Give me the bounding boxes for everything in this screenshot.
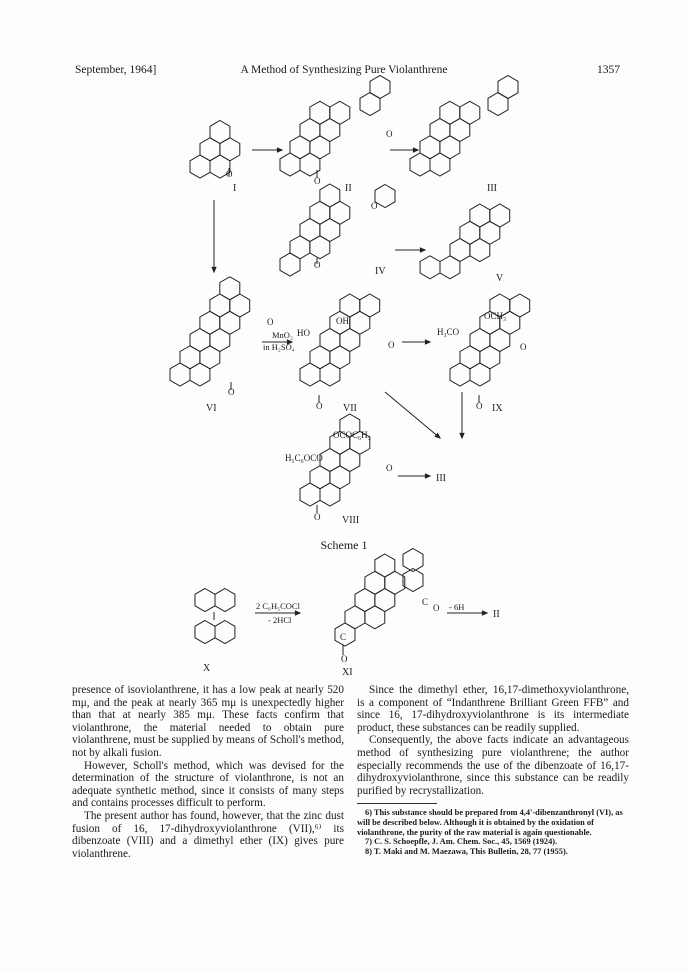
ring	[215, 621, 235, 644]
ring	[450, 363, 470, 386]
ring	[200, 346, 220, 369]
atom-oxygen: O	[520, 342, 527, 352]
running-head-date: September, 1964]	[75, 64, 157, 76]
scheme-caption: Scheme 1	[320, 538, 368, 552]
atom-oxygen: O	[476, 401, 483, 411]
atom-oxygen: O	[341, 654, 348, 664]
reagent-mno2: MnO₂	[272, 330, 293, 340]
label-compound-VIII: VIII	[342, 515, 360, 526]
label-compound-VII: VII	[343, 403, 357, 414]
ring	[310, 136, 330, 159]
ring	[488, 93, 508, 116]
molecular-structures	[170, 76, 530, 656]
arrow-line	[385, 392, 440, 438]
atom-oxygen: O	[316, 401, 323, 411]
ring	[460, 101, 480, 124]
ring	[320, 363, 340, 386]
label-compound-II: II	[345, 183, 352, 194]
ring	[385, 571, 405, 594]
ring	[195, 621, 215, 644]
label-compound-X: X	[203, 663, 211, 674]
footnote: 7) C. S. Schoepfle, J. Am. Chem. Soc., 45, 1569 (1924).	[365, 837, 558, 847]
ring	[430, 153, 450, 176]
footnotes	[357, 808, 629, 856]
ring	[365, 571, 385, 594]
ring	[195, 589, 215, 612]
arrow-head	[295, 611, 300, 615]
ring	[420, 136, 440, 159]
ring	[310, 346, 330, 369]
atom-oxygen: O	[386, 463, 393, 473]
ring	[310, 466, 330, 489]
label-compound-V: V	[496, 273, 504, 284]
atom-h3co: H₃CO	[437, 327, 460, 337]
paragraph: presence of isoviolanthrene, it has a low peak at nearly 520 mμ, and the peak at nearly 365 mμ is unexpectedly higher than that at nearly 385 mμ. These facts confirm that violanthrone, the material needed to obtain pure violanthrene, must be supplied by means of Scholl's method, not by alkali fusion.	[72, 684, 344, 759]
ring	[330, 101, 350, 124]
atom-oxygen: O	[267, 317, 274, 327]
reagent-minus-hcl: - 2HCl	[268, 615, 292, 625]
footnote-rule	[357, 803, 437, 804]
ring	[330, 466, 350, 489]
ring	[190, 363, 210, 386]
ring	[420, 256, 440, 279]
ring	[470, 363, 490, 386]
ring	[460, 221, 480, 244]
ring	[310, 101, 330, 124]
ring	[350, 311, 370, 334]
atom-ho: HO	[297, 328, 310, 338]
ring	[360, 93, 380, 116]
atom-oxygen: O	[228, 387, 235, 397]
running-head-title: A Method of Synthesizing Pure Violanthrene	[240, 64, 448, 76]
atom-oxygen: O	[314, 512, 321, 522]
ring	[330, 201, 350, 224]
paragraph: However, Scholl's method, which was devised for the determination of the structure of violanthrone, is not an adequate synthetic method, since it consists of many steps and contains processes difficult to perform.	[72, 759, 344, 810]
ring	[290, 136, 310, 159]
footnote: 8) T. Maki and M. Maezawa, This Bulletin, 28, 77 (1955).	[365, 846, 568, 856]
atom-oxygen: O	[371, 201, 378, 211]
ring	[290, 236, 310, 259]
atom-ocoC6H5: OCOC₆H₅	[333, 430, 371, 440]
arrow-head	[482, 611, 487, 615]
paragraph: Since the dimethyl ether, 16,17-dimethoxyviolanthrone, is a component of “Indanthrene Brilliant Green FFB” and since 16, 17-dihydroxyviolanthrone is its intermediate product, these substances can be readily supplied.	[357, 684, 629, 734]
atom-oxygen: O	[314, 260, 321, 270]
page-number: 1357	[597, 64, 620, 76]
label-compound-VI: VI	[206, 403, 217, 414]
label-product-II: II	[493, 609, 500, 620]
ring	[320, 483, 340, 506]
arrow-head	[425, 340, 430, 344]
paragraph: Consequently, the above facts indicate an advantageous method of synthesizing pure violanthrene; the author especially recommends the use of the dibenzoate of 16,17-dihydroxyviolanthrone, since this substance can be readily purified by recrystallization.	[357, 734, 629, 797]
label-compound-IV: IV	[375, 266, 386, 277]
paragraph: The present author has found, however, that the zinc dust fusion of 16, 17-dihydroxyviolanthrone (VII),⁶⁾ its dibenzoate (VIII) and a dimethyl ether (IX) gives pure violanthrene.	[72, 809, 344, 860]
ring	[220, 277, 240, 300]
ring	[310, 236, 330, 259]
ring	[365, 606, 385, 629]
arrow-head	[277, 148, 282, 152]
atom-carbon: C	[340, 632, 347, 642]
ring	[375, 185, 395, 208]
ring	[310, 201, 330, 224]
arrow-head	[413, 148, 418, 152]
ring	[498, 76, 518, 99]
ring	[300, 363, 320, 386]
arrow-head	[460, 433, 464, 438]
ring	[300, 483, 320, 506]
ring	[470, 239, 490, 262]
ring	[440, 136, 460, 159]
footnote: 6) This substance should be prepared from 4,4'-dibenzanthronyl (VI), as will be described below. Although it is obtained by the oxidation of violanthrone, the purity of the raw material is again questionable.	[357, 808, 623, 837]
ring	[370, 76, 390, 99]
ring	[480, 221, 500, 244]
label-product-III: III	[436, 473, 446, 484]
arrow-head	[212, 267, 216, 272]
ring	[440, 101, 460, 124]
ring	[345, 606, 365, 629]
ring	[180, 346, 200, 369]
arrow-head	[420, 248, 425, 252]
atom-h5c6oco: H₅C₆OCO	[285, 453, 323, 463]
arrow-head	[425, 474, 430, 478]
ring	[220, 311, 240, 334]
atom-oxygen: O	[226, 169, 233, 179]
ring	[200, 311, 220, 334]
ring	[330, 346, 350, 369]
ring	[200, 138, 220, 161]
atom-oxygen: O	[314, 176, 321, 186]
atom-och3: OCH₃	[484, 311, 507, 321]
label-compound-IX: IX	[492, 403, 503, 414]
reagent-minus-6h: - 6H	[449, 602, 465, 612]
label-compound-III: III	[487, 183, 497, 194]
ring	[215, 589, 235, 612]
ring	[170, 363, 190, 386]
ring	[190, 155, 210, 178]
atom-oxygen: O	[388, 340, 395, 350]
ring	[220, 138, 240, 161]
ring	[410, 153, 430, 176]
atom-oxygen: O	[386, 129, 393, 139]
reagent-h2so4: in H₂SO₄	[263, 342, 295, 352]
text-column-right	[357, 684, 629, 856]
ring	[460, 346, 480, 369]
atom-oh: OH	[336, 316, 349, 326]
label-compound-XI: XI	[342, 667, 353, 678]
ring	[280, 153, 300, 176]
ring	[480, 346, 500, 369]
atom-oxygen: O	[433, 603, 440, 613]
reagent-benzoyl-chloride: 2 C₆H₅COCl	[256, 601, 300, 611]
ring	[280, 253, 300, 276]
text-column-left	[72, 684, 344, 860]
atom-carbon: C	[422, 597, 429, 607]
ring	[440, 256, 460, 279]
label-compound-I: I	[233, 183, 237, 194]
